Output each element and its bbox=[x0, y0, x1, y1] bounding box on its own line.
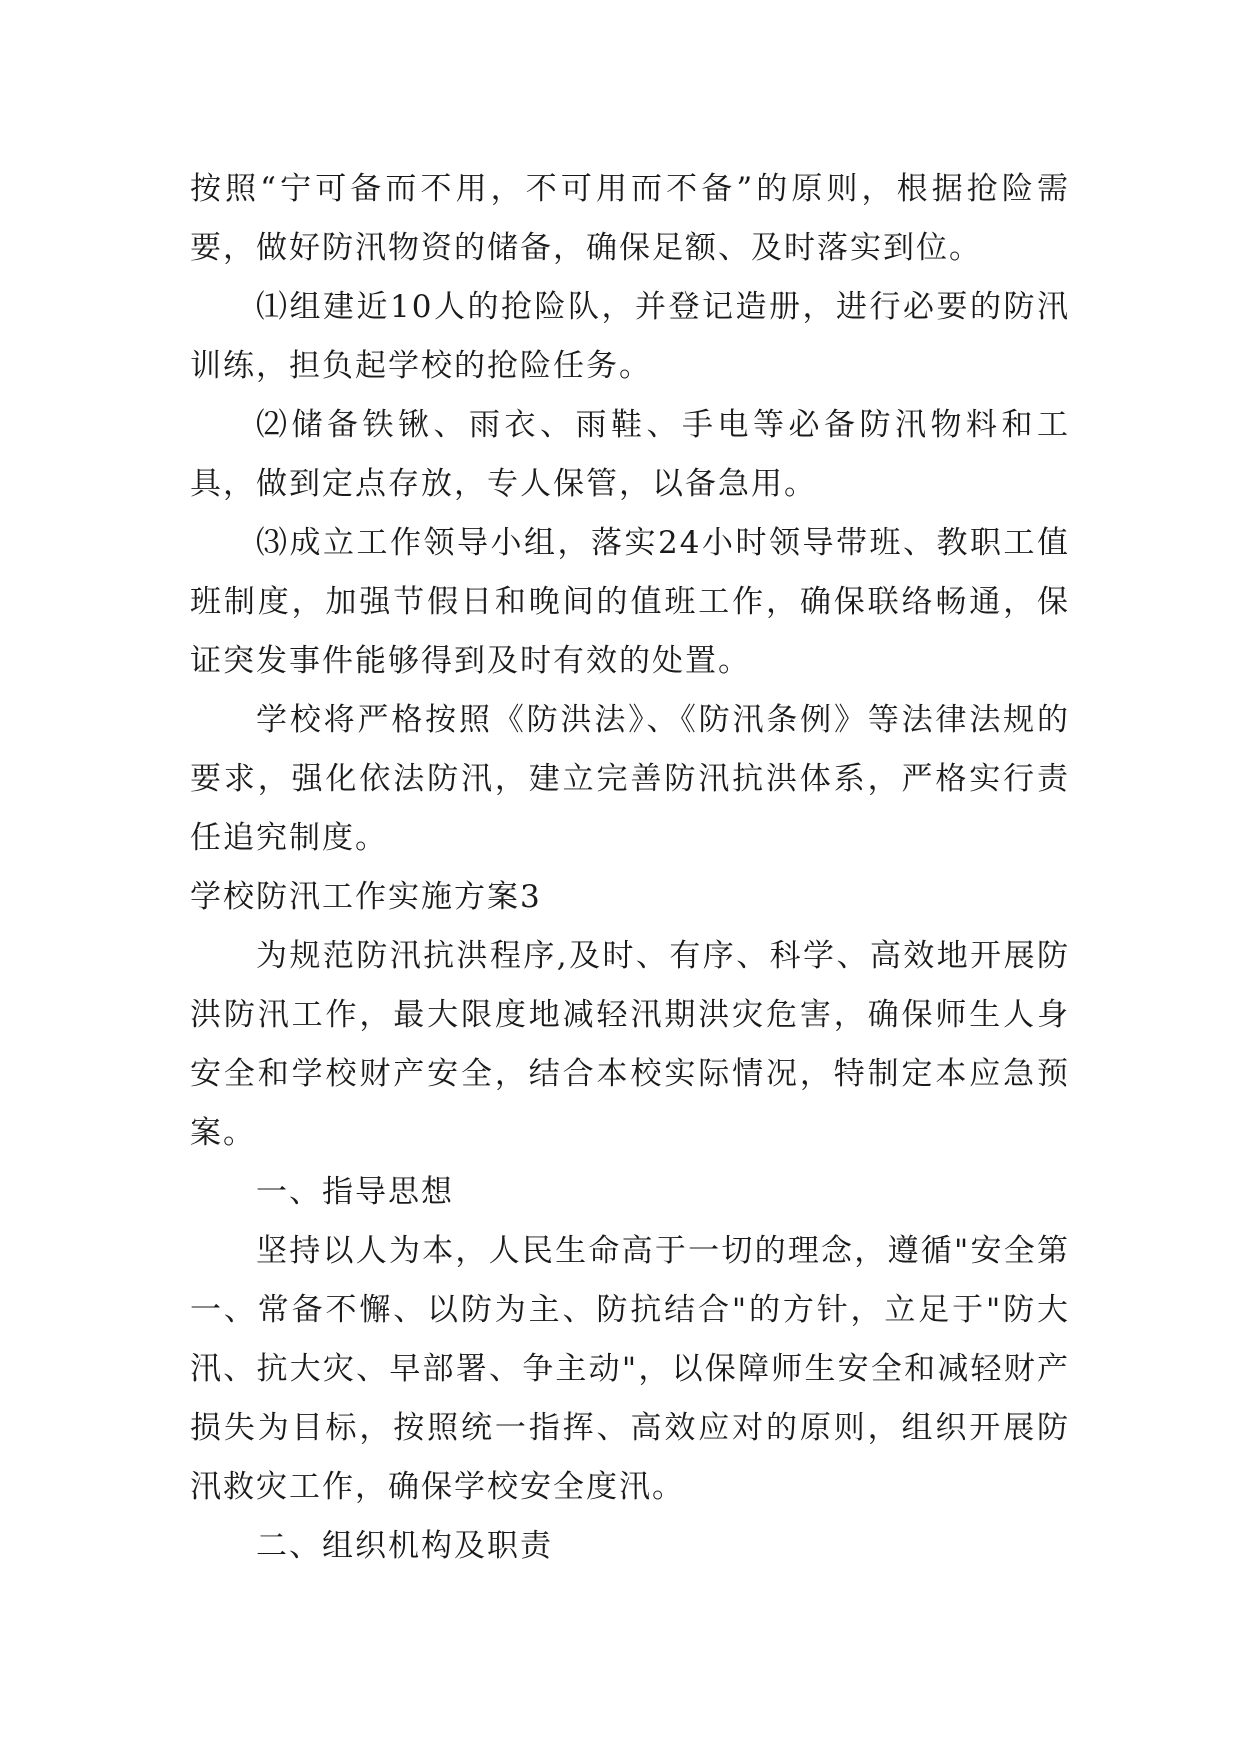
heading-organization: 二、组织机构及职责 bbox=[256, 1528, 553, 1564]
paragraph-plan-purpose: 为规范防汛抗洪程序,及时、有序、科学、高效地开展防洪防汛工作，最大限度地减轻汛期洪灾危害，确保师生人身安全和学校财产安全，结合本校实际情况，特制定本应急预案。 bbox=[190, 938, 1070, 1151]
paragraph-material-principle: 按照“宁可备而不用，不可用而不备”的原则，根据抢险需要，做好防汛物资的储备，确保足额、及时落实到位。 bbox=[190, 171, 1070, 266]
paragraph-leadership-group: ⑶成立工作领导小组，落实24小时领导带班、教职工值班制度，加强节假日和晚间的值班工作，确保联络畅通，保证突发事件能够得到及时有效的处置。 bbox=[190, 525, 1070, 679]
document-body bbox=[190, 160, 1070, 1576]
heading-guiding-ideology: 一、指导思想 bbox=[256, 1174, 454, 1210]
paragraph-guiding-ideology: 坚持以人为本，人民生命高于一切的理念，遵循"安全第一、常备不懈、以防为主、防抗结合"的方针，立足于"防大汛、抗大灾、早部署、争主动"，以保障师生安全和减轻财产损失为目标，按照统一指挥、高效应对的原则，组织开展防汛救灾工作，确保学校安全度汛。 bbox=[190, 1233, 1070, 1505]
section-title: 学校防汛工作实施方案3 bbox=[190, 879, 542, 915]
paragraph-reserve-tools: ⑵储备铁锹、雨衣、雨鞋、手电等必备防汛物料和工具，做到定点存放，专人保管，以备急用。 bbox=[190, 407, 1070, 502]
paragraph-legal-compliance: 学校将严格按照《防洪法》、《防汛条例》等法律法规的要求，强化依法防汛，建立完善防汛抗洪体系，严格实行责任追究制度。 bbox=[190, 702, 1070, 856]
paragraph-rescue-team: ⑴组建近10人的抢险队，并登记造册，进行必要的防汛训练，担负起学校的抢险任务。 bbox=[190, 289, 1070, 384]
